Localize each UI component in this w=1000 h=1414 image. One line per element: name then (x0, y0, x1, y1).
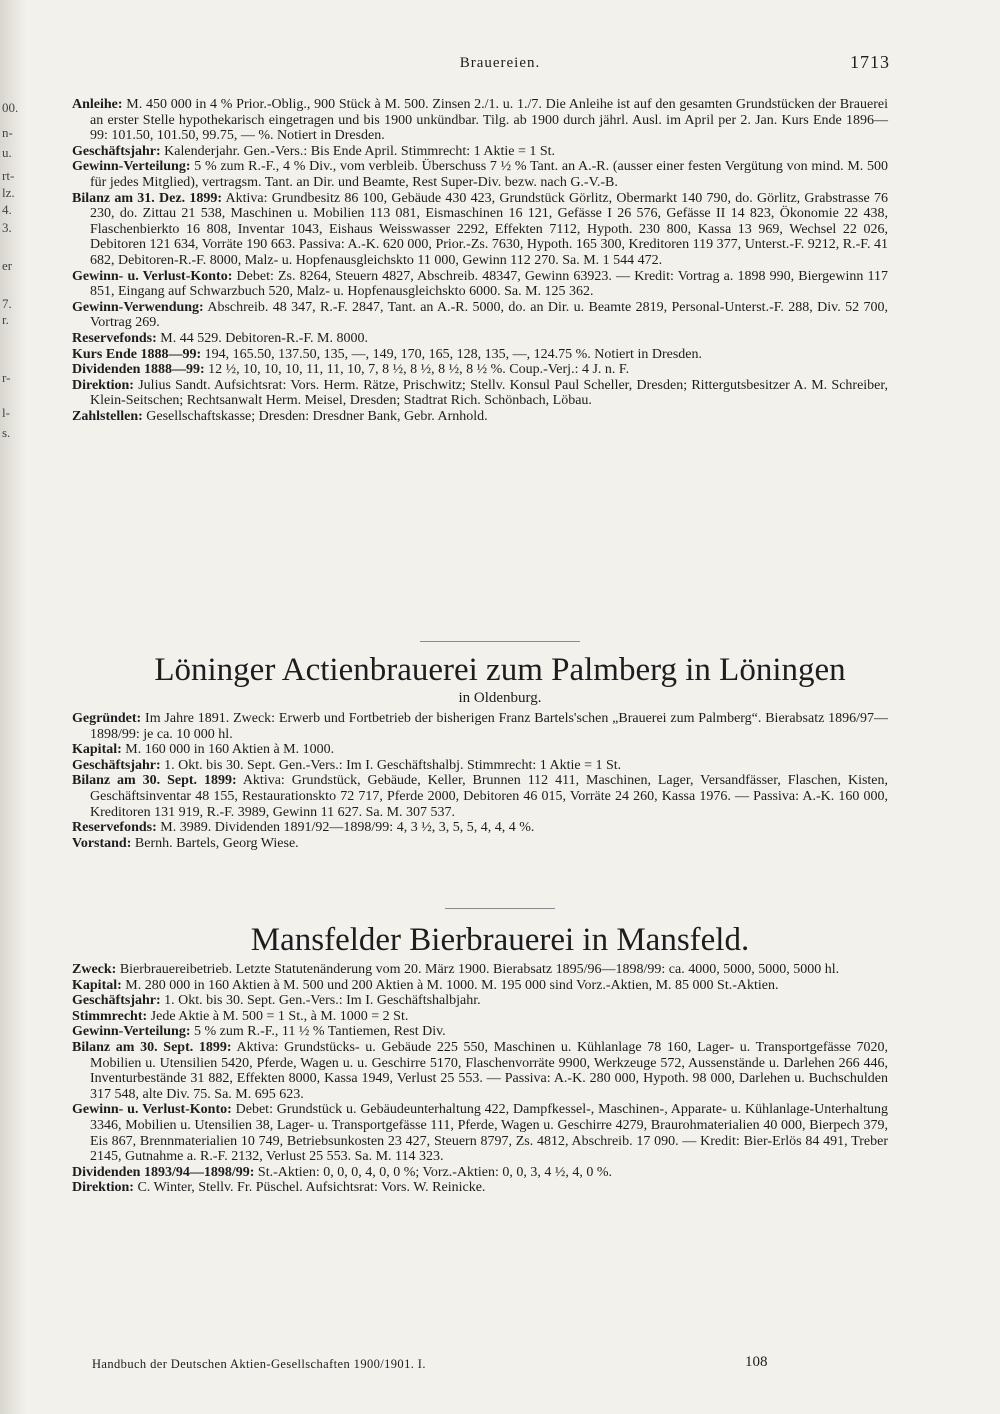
entry-text: 5 % zum R.-F., 4 % Div., vom verbleib. Überschuss 7 ½ % Tant. an A.-R. (ausser einer festen Vergütung von mind. M. 500 für jedes Mitglied), vertragsm. Tant. an Dir. und Beamte, Rest Super-Div. bezw. nach G.-V.-B. (90, 159, 889, 190)
entry-text: M. 3989. Dividenden 1891/92—1898/99: 4, 3 ½, 3, 5, 5, 4, 4, 4 %. (160, 820, 535, 836)
entry-label: Direktion: (72, 1180, 134, 1196)
section-continuation (72, 97, 888, 424)
margin-fragment: rt- (2, 168, 15, 183)
margin-fragment: 7. (2, 296, 12, 311)
entry-dividenden (72, 1165, 888, 1181)
entry-label: Bilanz am 30. Sept. 1899: (72, 773, 237, 789)
entry-direktion (72, 1180, 888, 1196)
entry-label: Geschäftsjahr: (72, 757, 161, 773)
margin-fragment: 3. (2, 220, 12, 235)
margin-fragment: 00. (2, 100, 19, 115)
entry-gewinn-verlust-konto (72, 1102, 888, 1164)
entry-gewinn-verlust-konto (72, 269, 888, 300)
entry-direktion (72, 378, 888, 409)
entry-label: Direktion: (72, 377, 134, 393)
entry-label: Dividenden 1888—99: (72, 362, 205, 378)
entry-text: M. 160 000 in 160 Aktien à M. 1000. (125, 742, 335, 758)
entry-label: Zahlstellen: (72, 408, 143, 424)
entry-label: Bilanz am 31. Dez. 1899: (72, 190, 222, 206)
entry-label: Gewinn- u. Verlust-Konto: (72, 1102, 232, 1118)
entry-text: 12 ½, 10, 10, 10, 11, 11, 10, 7, 8 ½, 8 ½, 8 ½, 8 ½ %. Coup.-Verj.: 4 J. n. F. (208, 362, 630, 378)
entry-label: Kapital: (72, 742, 122, 758)
section-loeningen (72, 711, 888, 851)
entry-text: Jede Aktie à M. 500 = 1 St., à M. 1000 = 2 St. (150, 1008, 409, 1024)
entry-text: Debet: Zs. 8264, Steuern 4827, Abschreib. 48347, Gewinn 63923. — Kredit: Vortrag a. 1898 990, Biergewinn 117 851, Eingang auf Schwarzbuch 520, Malz- u. Hopfenausgleichskto 6000. Sa. M. 125 362. (90, 268, 888, 300)
entry-anleihe (72, 97, 888, 144)
entry-label: Geschäftsjahr: (72, 993, 161, 1009)
margin-fragment: r. (2, 312, 9, 327)
entry-text: Bernh. Bartels, Georg Wiese. (134, 835, 299, 851)
entry-label: Gewinn-Verteilung: (72, 159, 191, 175)
margin-fragment: n- (2, 125, 13, 140)
footer-publication: Handbuch der Deutschen Aktien-Gesellschaften 1900/1901. I. (92, 1357, 426, 1371)
section-mansfeld (72, 962, 888, 1196)
entry-text: Aktiva: Grundstück, Gebäude, Keller, Brunnen 112 411, Maschinen, Lager, Versandfässer, Flaschen, Kisten, Geschäftsinventar 48 155, Restaurationskto 72 717, Pferde 2000, Debitoren 46 015, Vorräte 24 260, Kassa 1976. — Passiva: A.-K. 160 000, Kreditoren 131 919, R.-F. 3989, Gewinn 11 627. Sa. M. 307 537. (90, 773, 889, 820)
margin-fragment: 4. (2, 202, 12, 217)
entry-label: Reservefonds: (72, 330, 157, 346)
entry-gegruendet (72, 711, 888, 742)
entry-text: 1. Okt. bis 30. Sept. Gen.-Vers.: Im I. Geschäftshalbjahr. (164, 993, 481, 1009)
entry-zahlstellen (72, 409, 888, 425)
entry-text: Kalenderjahr. Gen.-Vers.: Bis Ende April. Stimmrecht: 1 Aktie = 1 St. (164, 143, 556, 159)
entry-label: Dividenden 1893/94—1898/99: (72, 1164, 255, 1180)
entry-label: Kapital: (72, 977, 122, 993)
entry-text: M. 450 000 in 4 % Prior.-Oblig., 900 Stück à M. 500. Zinsen 2./1. u. 1./7. Die Anleihe ist auf den gesamten Grundstücken der Brauerei an erster Stelle hypothekarisch eingetragen und bis 1900 unkündbar. Tilg. ab 1900 durch jährl. Ausl. im April per 2. Jan. Kurs Ende 1896—99: 101.50, 101.50, 99.75, — %. Notiert in Dresden. (90, 97, 888, 144)
entry-text: Debet: Grundstück u. Gebäudeunterhaltung 422, Dampfkessel-, Maschinen-, Apparate- u. Kühlanlage-Unterhaltung 3346, Mobilien u. Utensilien 38, Lager- u. Transportgefässe 111, Pferde, Wagen u. Geschirre 4279, Braurohmaterialien 40 000, Bierpech 379, Eis 867, Brennmaterialien 10 749, Betriebsunkosten 23 427, Steuern 8797, Zs. 4812, Abschreib. 17 090. — Kredit: Bier-Erlös 84 491, Treber 2145, Gutnahme a. R.-F. 2132, Verlust 25 553. Sa. M. 114 323. (90, 1102, 889, 1165)
entry-geschaeftsjahr (72, 758, 888, 774)
entry-geschaeftsjahr (72, 144, 888, 160)
adjacent-page-edge (0, 0, 26, 1414)
entry-text: M. 280 000 in 160 Aktien à M. 500 und 200 Aktien à M. 1000. M. 195 000 sind Vorz.-Aktien, M. 85 000 St.-Aktien. (125, 977, 779, 993)
entry-label: Anleihe: (72, 97, 123, 112)
entry-text: Aktiva: Grundstücks- u. Gebäude 225 550, Maschinen u. Kühlanlage 78 160, Lager- u. Transportgefässe 7020, Mobilien u. Utensilien 5420, Pferde, Wagen u. u. Geschirre 5170, Flaschenvorräte 9900, Werkzeuge 572, Aussenstände u. Darlehen 266 446, Inventurbestände 31 882, Effekten 8000, Kassa 1949, Verlust 25 553. — Passiva: A.-K. 280 000, Hypoth. 98 000, Darlehen u. Buchschulden 317 548, alte Div. 75. Sa. M. 695 623. (90, 1039, 888, 1102)
page-number: 1713 (850, 52, 890, 72)
margin-fragment: l- (2, 405, 10, 420)
entry-label: Stimmrecht: (72, 1008, 148, 1024)
entry-bilanz (72, 773, 888, 820)
entry-text: 1. Okt. bis 30. Sept. Gen.-Vers.: Im I. Geschäftshalbj. Stimmrecht: 1 Aktie = 1 St. (164, 757, 622, 773)
margin-fragment: u. (2, 145, 12, 160)
margin-fragment: er (2, 258, 13, 273)
margin-fragment: s. (2, 425, 11, 440)
entry-kapital (72, 978, 888, 994)
entry-text: Bierbrauereibetrieb. Letzte Statutenänderung vom 20. März 1900. Bierabsatz 1895/96—1898/99: ca. 4000, 5000, 5000, 5000 hl. (119, 962, 840, 977)
entry-reservefonds (72, 331, 888, 347)
entry-label: Bilanz am 30. Sept. 1899: (72, 1039, 232, 1055)
entry-bilanz (72, 1040, 888, 1102)
footer-signature-number: 108 (745, 1354, 768, 1370)
section-divider (420, 641, 580, 642)
entry-gewinn-verteilung (72, 159, 888, 190)
entry-zweck (72, 962, 888, 978)
entry-gewinn-verwendung (72, 300, 888, 331)
entry-text: Gesellschaftskasse; Dresden: Dresdner Bank, Gebr. Arnhold. (146, 408, 488, 424)
entry-text: 5 % zum R.-F., 11 ½ % Tantiemen, Rest Div. (193, 1024, 446, 1040)
entry-label: Zweck: (72, 962, 117, 977)
entry-label: Gegründet: (72, 711, 142, 726)
entry-stimmrecht (72, 1009, 888, 1025)
entry-text: St.-Aktien: 0, 0, 0, 4, 0, 0 %; Vorz.-Aktien: 0, 0, 3, 4 ½, 4, 0 %. (257, 1164, 613, 1180)
company-location: in Oldenburg. (458, 690, 542, 706)
entry-text: 194, 165.50, 137.50, 135, —, 149, 170, 165, 128, 135, —, 124.75 %. Notiert in Dresden. (204, 346, 702, 362)
entry-vorstand (72, 836, 888, 852)
margin-fragment: lz. (2, 185, 15, 200)
entry-text: Abschreib. 48 347, R.-F. 2847, Tant. an A.-R. 5000, do. an Dir. u. Beamte 2819, Personal-Unterst.-F. 288, Div. 52 700, Vortrag 269. (90, 299, 888, 331)
company-title-mansfeld: Mansfelder Bierbrauerei in Mansfeld. (250, 922, 750, 958)
entry-text: Im Jahre 1891. Zweck: Erwerb und Fortbetrieb der bisherigen Franz Bartels'schen „Brauerei zum Palmberg“. Bierabsatz 1896/97—1898/99: je ca. 10 000 hl. (90, 711, 889, 742)
running-header-title: Brauereien. (459, 55, 541, 71)
entry-kapital (72, 742, 888, 758)
entry-label: Vorstand: (72, 835, 132, 851)
entry-label: Gewinn-Verteilung: (72, 1024, 191, 1040)
entry-label: Gewinn- u. Verlust-Konto: (72, 268, 233, 284)
entry-geschaeftsjahr (72, 993, 888, 1009)
entry-label: Kurs Ende 1888—99: (72, 346, 202, 362)
company-title-loeningen: Löninger Actienbrauerei zum Palmberg in Löningen (154, 652, 846, 688)
entry-kurs (72, 347, 888, 363)
entry-text: M. 44 529. Debitoren-R.-F. M. 8000. (160, 330, 368, 346)
entry-label: Gewinn-Verwendung: (72, 299, 204, 315)
section-divider (445, 908, 555, 909)
entry-reservefonds (72, 820, 888, 836)
entry-dividenden (72, 362, 888, 378)
entry-label: Reservefonds: (72, 820, 157, 836)
entry-text: Julius Sandt. Aufsichtsrat: Vors. Herm. Rätze, Prischwitz; Stellv. Konsul Paul Scheller, Dresden; Rittergutsbesitzer A. M. Schreiber, Klein-Seitschen; Rechtsanwalt Herm. Meisel, Dresden; Stadtrat Rich. Schönbach, Löbau. (90, 377, 888, 409)
entry-label: Geschäftsjahr: (72, 143, 161, 159)
entry-text: C. Winter, Stellv. Fr. Püschel. Aufsichtsrat: Vors. W. Reinicke. (137, 1180, 486, 1196)
entry-gewinn-verteilung (72, 1024, 888, 1040)
entry-text: Aktiva: Grundbesitz 86 100, Gebäude 430 423, Grundstück Görlitz, Obermarkt 140 790, do. Görlitz, Grabstrasse 76 230, do. Zittau 21 538, Maschinen u. Mobilien 113 081, Eismaschinen 16 121, Gefässe I 26 576, Gefässe II 14 823, Ökonomie 22 438, Flaschenbierkto 16 808, Inventar 1043, Eishaus Weisswasser 2292, Effekten 7112, Hypoth. 230 800, Kassa 13 969, Wechsel 22 026, Debitoren 121 634, Vorräte 190 663. Passiva: A.-K. 620 000, Prior.-Zs. 7630, Hypoth. 165 300, Kreditoren 119 377, Unterst.-F. 9212, R.-F. 41 682, Debitoren-R.-F. 8000, Malz- u. Hopfenausgleichskto 11 000, Gewinn 112 270. Sa. M. 1 544 472. (90, 190, 888, 268)
margin-fragment: r- (2, 370, 11, 385)
entry-bilanz (72, 191, 888, 269)
